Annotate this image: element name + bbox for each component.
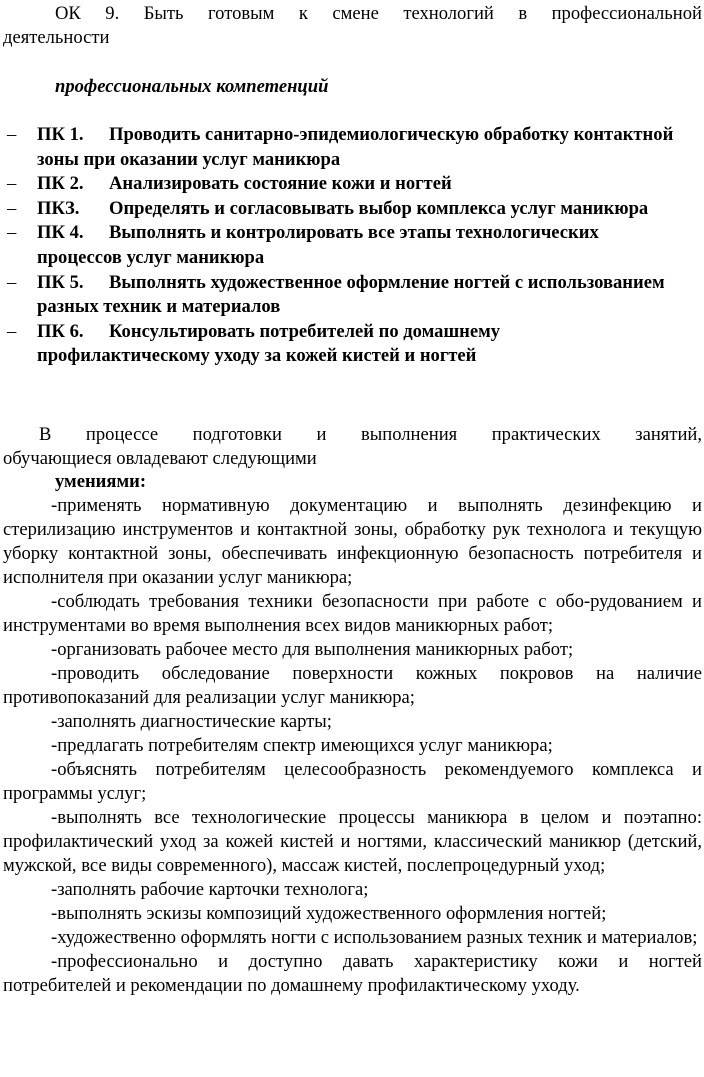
competencies-title: профессиональных компетенций <box>55 76 329 97</box>
list-dash: – <box>7 222 17 244</box>
pk-item-6 <box>3 320 677 369</box>
pk-text: Проводить санитарно-эпидемиологическую обработку контактной зоны при оказании услуг маникюра <box>37 124 674 170</box>
skill-item: -выполнять эскизы композиций художественного оформления ногтей; <box>51 903 607 924</box>
skill-item: -заполнять диагностические карты; <box>51 711 332 732</box>
pk-code: ПК 5. <box>37 271 84 293</box>
ok9-line-1: ОК 9. Быть готовым к смене технологий в профессиональной <box>55 3 702 24</box>
pk-code: ПК 4. <box>37 222 84 244</box>
list-dash: – <box>7 197 17 219</box>
skill-item: -объяснять потребителям целесообразность рекомендуемого комплекса и программы услуг; <box>3 759 702 804</box>
skill-item: -организовать рабочее место для выполнения маникюрных работ; <box>51 639 574 660</box>
pk-text: Определять и согласовывать выбор комплекса услуг маникюра <box>109 197 649 219</box>
pk-code: ПК 6. <box>37 320 84 342</box>
list-dash: – <box>7 271 17 293</box>
list-dash: – <box>7 320 17 342</box>
pk-code: ПК 2. <box>37 173 84 195</box>
skill-item: -заполнять рабочие карточки технолога; <box>51 879 369 900</box>
skill-item: -применять нормативную документацию и выполнять дезинфекцию и стерилизацию инструментов и контактной зоны, обработку рук технолога и текущую уборку контактной зоны, обеспечивать инфекционную безопасность потребителя и исполнителя при оказании услуг маникюра; <box>3 495 702 588</box>
pk-item-4 <box>3 221 677 270</box>
skills-list <box>3 494 702 998</box>
pk-text: Выполнять и контролировать все этапы технологических процессов услуг маникюра <box>37 222 599 268</box>
pk-item-3 <box>3 197 677 222</box>
skill-item: -соблюдать требования техники безопасности при работе с обо-рудованием и инструментами во время выполнения всех видов маникюрных работ; <box>3 591 702 636</box>
pk-text: Выполнять художественное оформление ногтей с использованием разных техник и материалов <box>37 271 665 318</box>
intro-paragraph <box>3 423 702 471</box>
skill-item: -художественно оформлять ногти с использованием разных техник и материалов; <box>51 927 698 948</box>
ok9-paragraph <box>3 2 702 50</box>
ok9-line-2: деятельности <box>3 27 110 48</box>
pk-item-2 <box>3 172 677 197</box>
skill-item: -предлагать потребителям спектр имеющихся услуг маникюра; <box>51 735 553 756</box>
list-dash: – <box>7 173 17 195</box>
pk-item-5 <box>3 271 677 320</box>
pk-code: ПКЗ. <box>37 197 80 219</box>
skill-item: -профессионально и доступно давать характеристику кожи и ногтей потребителей и рекомендации по домашнему профилактическому уходу. <box>3 951 702 996</box>
list-dash: – <box>7 124 17 145</box>
skills-heading: умениями: <box>55 471 147 492</box>
pk-text: Консультировать потребителей по домашнему профилактическому уходу за кожей кистей и ногтей <box>37 320 501 367</box>
pk-text: Анализировать состояние кожи и ногтей <box>109 173 452 195</box>
intro-line-1: В процессе подготовки и выполнения практических занятий, <box>39 424 702 445</box>
pk-item-1 <box>3 123 677 172</box>
intro-line-2: обучающиеся овладевают следующими <box>3 448 317 469</box>
pk-list <box>3 123 702 369</box>
skill-item: -проводить обследование поверхности кожных покровов на наличие противопоказаний для реализации услуг маникюра; <box>3 663 702 708</box>
pk-code: ПК 1. <box>37 124 84 145</box>
skill-item: -выполнять все технологические процессы маникюра в целом и поэтапно: профилактический уход за кожей кистей и ногтями, классический маникюр (детский, мужской, все виды современного), массаж кистей, послепроцедурный уход; <box>3 807 702 876</box>
